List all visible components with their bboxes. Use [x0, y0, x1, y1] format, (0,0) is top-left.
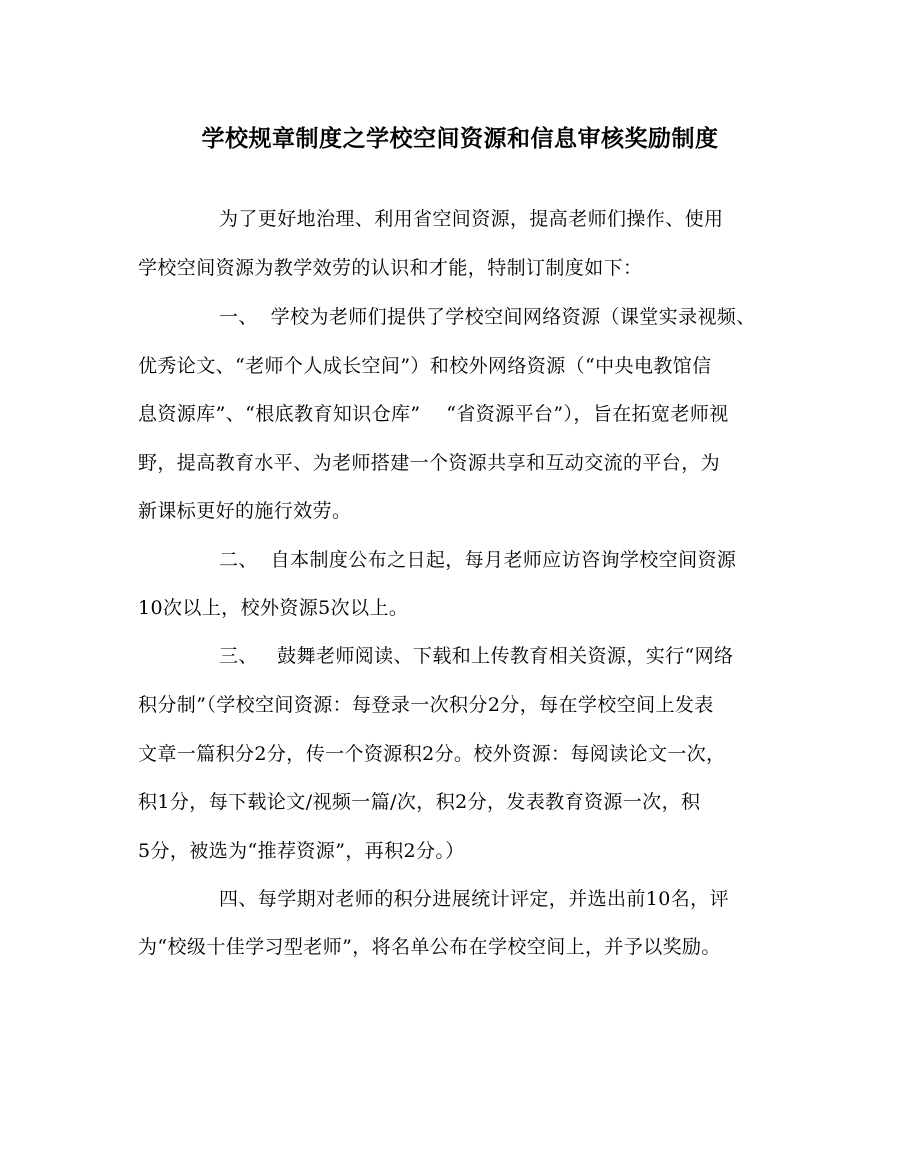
paragraph-2-line-4: 野，提高教育水平、为老师搭建一个资源共享和互动交流的平台，为 — [138, 452, 721, 474]
paragraph-1-line-2: 学校空间资源为教学效劳的认识和才能，特制订制度如下： — [138, 257, 643, 279]
paragraph-4-line-3: 文章一篇积分2分，传一个资源积2分。校外资源：每阅读论文一次， — [138, 743, 726, 765]
document-title: 学校规章制度之学校空间资源和信息审核奖励制度 — [201, 125, 719, 152]
paragraph-4-line-2: 积分制”（学校空间资源：每登录一次积分2分，每在学校空间上发表 — [138, 694, 714, 716]
paragraph-4-line-1: 三、 鼓舞老师阅读、下载和上传教育相关资源，实行“网络 — [219, 645, 734, 667]
paragraph-2-line-5: 新课标更好的施行效劳。 — [138, 500, 352, 522]
paragraph-3-line-2: 10次以上，校外资源5次以上。 — [138, 597, 409, 619]
paragraph-1-line-1: 为了更好地治理、利用省空间资源，提高老师们操作、使用 — [219, 208, 724, 230]
paragraph-2-line-2: 优秀论文、“老师个人成长空间”）和校外网络资源（“中央电教馆信 — [138, 355, 712, 377]
paragraph-5-line-2: 为“校级十佳学习型老师”，将名单公布在学校空间上，并予以奖励。 — [138, 936, 721, 958]
paragraph-2-line-3: 息资源库”、“根底教育知识仓库” “省资源平台”），旨在拓宽老师视 — [138, 403, 729, 425]
paragraph-4-line-4: 积1分，每下载论文/视频一篇/次，积2分，发表教育资源一次，积 — [138, 791, 701, 813]
paragraph-3-line-1: 二、 自本制度公布之日起，每月老师应访咨询学校空间资源 — [219, 549, 737, 571]
paragraph-5-line-1: 四、每学期对老师的积分进展统计评定，并选出前10名，评 — [219, 888, 729, 910]
paragraph-2-line-1: 一、 学校为老师们提供了学校空间网络资源（课堂实录视频、 — [219, 306, 756, 328]
paragraph-4-line-5: 5分，被选为“推荐资源”，再积2分。） — [138, 840, 465, 862]
